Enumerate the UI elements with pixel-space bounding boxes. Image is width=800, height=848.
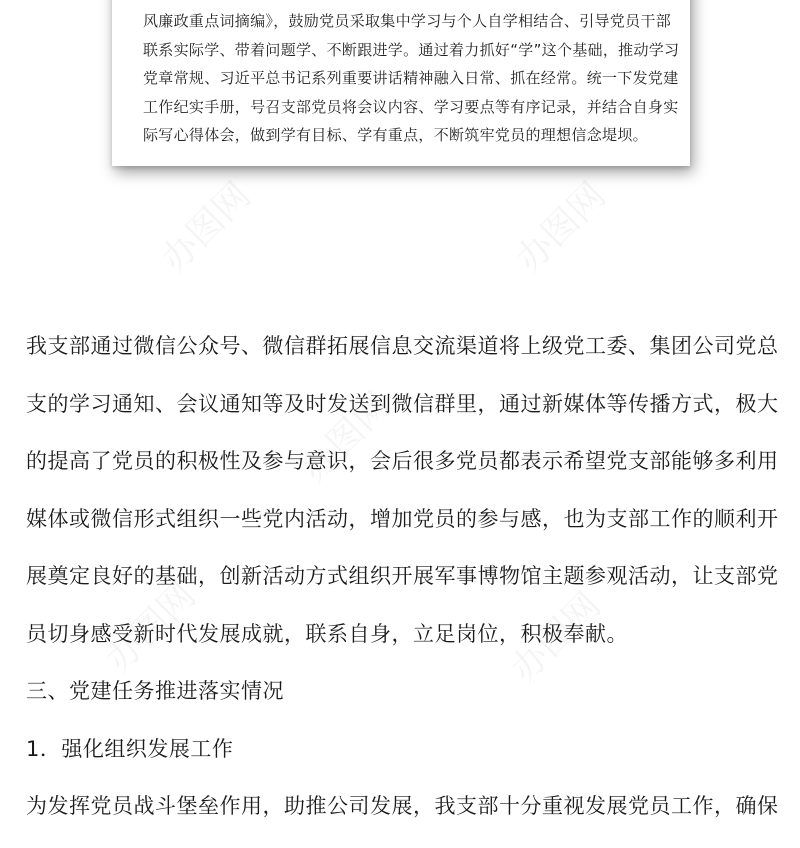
body-text xyxy=(26,330,786,848)
paragraph-line: 支的学习通知、会议通知等及时发送到微信群里，通过新媒体等传播方式，极大 xyxy=(26,391,779,416)
card-line: 风廉政重点词摘编》，鼓励党员采取集中学习与个人自学相结合、引导党员干部 xyxy=(143,12,672,30)
card-line: 党章常规、习近平总书记系列重要讲话精神融入日常、抓在经常。统一下发党建 xyxy=(143,69,679,87)
watermark: 办图网 xyxy=(153,174,259,281)
subheading: 1．强化组织发展工作 xyxy=(26,736,234,761)
watermark: 办图网 xyxy=(508,174,614,281)
watermark: 办图网 xyxy=(503,584,609,691)
paragraph-line: 的提高了党员的积极性及参与意识，会后很多党员都表示希望党支部能够多利用 xyxy=(26,449,779,473)
section-heading: 三、党建任务推进落实情况 xyxy=(26,679,284,703)
card-line: 际写心得体会，做到学有目标、学有重点，不断筑牢党员的理想信念堤坝。 xyxy=(143,126,648,144)
watermark: 办图网 xyxy=(293,384,399,491)
paragraph-line: 展奠定良好的基础，创新活动方式组织开展军事博物馆主题参观活动，让支部党 xyxy=(26,564,779,588)
watermark: 办图网 xyxy=(98,574,204,681)
paragraph-line: 我支部通过微信公众号、微信群拓展信息交流渠道将上级党工委、集团公司党总 xyxy=(26,334,779,358)
paragraph-line: 媒体或微信形式组织一些党内活动，增加党员的参与感，也为支部工作的顺利开 xyxy=(26,506,779,531)
quote-card xyxy=(112,0,690,166)
paragraph-line-partial: 为发挥党员战斗堡垒作用，助推公司发展，我支部十分重视发展党员工作，确保 xyxy=(26,794,779,818)
card-line: 工作纪实手册，号召支部党员将会议内容、学习要点等有序记录，并结合自身实 xyxy=(143,97,679,116)
card-line: 联系实际学、带着问题学、不断跟进学。通过着力抓好“学”这个基础，推动学习 xyxy=(143,40,680,59)
paragraph-line: 员切身感受新时代发展成就，联系自身，立足岗位，积极奉献。 xyxy=(26,621,628,646)
